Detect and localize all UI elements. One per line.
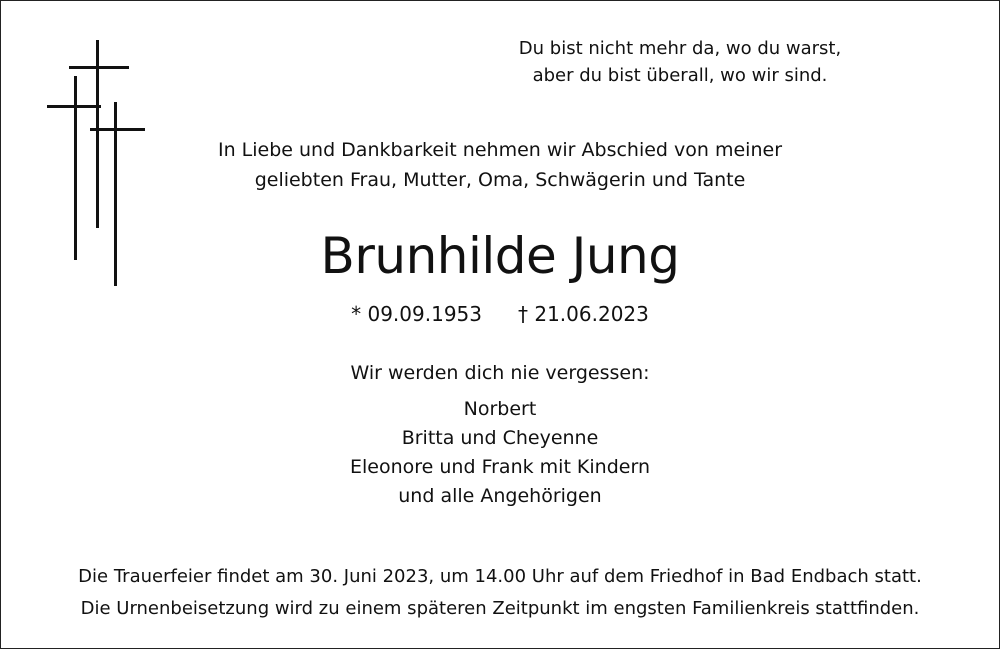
life-dates [0, 301, 1000, 327]
mourners-heading: Wir werden dich nie vergessen: [350, 362, 650, 384]
birth-date: * 09.09.1953 [351, 302, 482, 326]
quote-line-2: aber du bist überall, wo wir sind. [532, 65, 828, 86]
quote-line-1: Du bist nicht mehr da, wo du warst, [518, 38, 842, 59]
intro-line-2: geliebten Frau, Mutter, Oma, Schwägerin und Tante [254, 169, 746, 191]
footer-line-2: Die Urnenbeisetzung wird zu einem späteren Zeitpunkt im engsten Familienkreis stattfinden. [80, 598, 920, 619]
death-date: † 21.06.2023 [518, 302, 649, 326]
mourner-name: und alle Angehörigen [398, 485, 602, 507]
intro-line-1: In Liebe und Dankbarkeit nehmen wir Abschied von meiner [217, 139, 783, 161]
mourner-name: Britta und Cheyenne [401, 427, 599, 449]
mourner-name: Eleonore und Frank mit Kindern [350, 456, 650, 478]
footer-line-1: Die Trauerfeier findet am 30. Juni 2023, um 14.00 Uhr auf dem Friedhof in Bad Endbach statt. [78, 566, 922, 587]
deceased-name: Brunhilde Jung [320, 227, 680, 285]
mourner-name: Norbert [463, 398, 537, 420]
